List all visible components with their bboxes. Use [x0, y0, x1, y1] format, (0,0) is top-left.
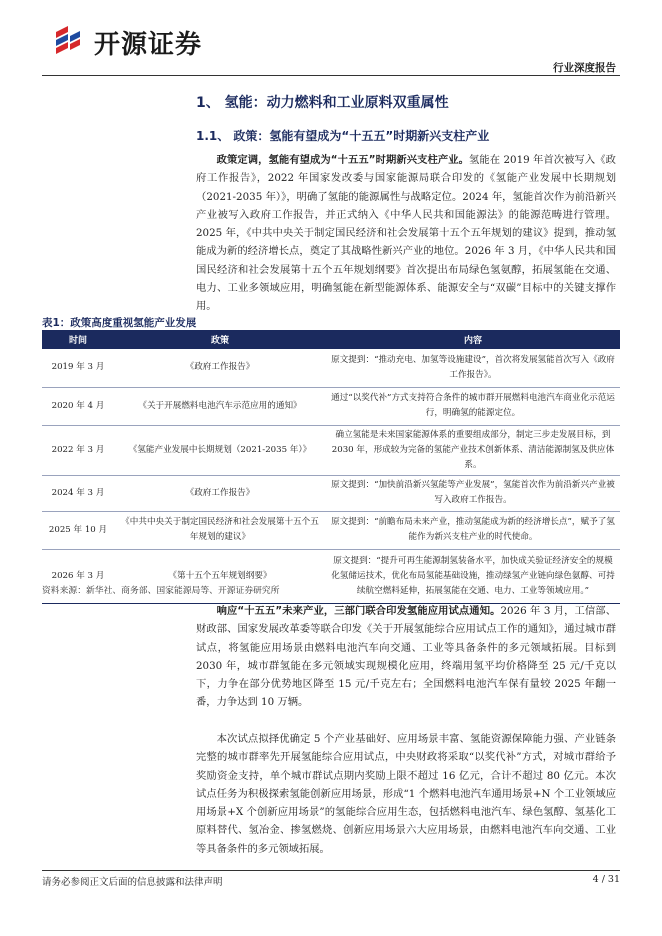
- table-cell-policy: 《关于开展燃料电池汽车示范应用的通知》: [114, 387, 326, 425]
- table-cell-policy: 《中共中央关于制定国民经济和社会发展第十五个五年规划的建议》: [114, 511, 326, 549]
- section-heading: 1、 氢能：动力燃料和工业原料双重属性: [196, 95, 449, 111]
- table-cell-policy: 《氢能产业发展中长期规划（2021-2035 年）》: [114, 425, 326, 475]
- table-cell-policy: 《第十五个五年规划纲要》: [114, 549, 326, 603]
- pilot-paragraph-lead: 响应“十五五”未来产业，三部门联合印发氢能应用试点通知。: [216, 605, 501, 617]
- table-cell-content: 原文提到：“提升可再生能源制氢装备水平，加快成关验证经济安全的规模化氢储运技术，优化布局氢能基础设施，推动绿氢产业链向绿色氨醇、可持续航空燃料延伸，拓展氢能在交通、电力、工业等领域应用。”: [326, 549, 620, 603]
- table-cell-time: 2019 年 3 月: [42, 349, 114, 387]
- logo-mark-icon: [50, 24, 86, 60]
- table-source: 资料来源：新华社、商务部、国家能源局等、开源证券研究所: [42, 586, 280, 596]
- table-row: [42, 349, 620, 387]
- header-divider: [42, 75, 620, 76]
- table-cell-content: 通过“以奖代补”方式支持符合条件的城市群开展燃料电池汽车商业化示范运行，明确氢的能源定位。: [326, 387, 620, 425]
- table-row: [42, 475, 620, 511]
- pilot-paragraph-body: 2026 年 3 月，工信部、财政部、国家发展改革委等联合印发《关于开展氢能综合应用试点工作的通知》，通过城市群试点，将氢能应用场景由燃料电池汽车向交通、工业等具备条件的多元领域拓展。目标到 2030 年，城市群氢能在多元领域实现规模化应用，终端用氢平均价格降至 25 元/千克以下，力争在部分优势地区降至 15 元/千克左右；全国燃料电池汽车保有量较 2025 年翻一番，力争达到 10 万辆。: [196, 605, 616, 709]
- table-title: 表1：政策高度重视氢能产业发展: [42, 317, 197, 329]
- table-header-policy: 政策: [114, 330, 326, 349]
- pilot-detail-paragraph: 本次试点拟择优确定 5 个产业基础好、应用场景丰富、氢能资源保障能力强、产业链条完整的城市群率先开展氢能综合应用试点，中央财政将采取“以奖代补”方式，对城市群给予奖励资金支持，单个城市群试点期内奖励上限不超过 16 亿元，合计不超过 80 亿元。本次试点任务为积极探索氢能创新应用场景，形成“1 个燃料电池汽车通用场景+N 个工业领域应用场景+X 个创新应用场景”的氢能综合应用生态，包括燃料电池汽车、绿色氢醇、氢基化工原料替代、氢冶金、掺氢燃烧、创新应用场景六大应用场景，由燃料电池汽车向交通、工业等具备条件的多元领域拓展。: [196, 733, 616, 855]
- table-header-time: 时间: [42, 330, 114, 349]
- company-logo: [50, 22, 202, 62]
- footer-disclaimer: 请务必参阅正文后面的信息披露和法律声明: [42, 877, 223, 888]
- pilot-paragraph: [196, 602, 616, 712]
- table-header-row: [42, 330, 620, 349]
- footer-divider: [42, 870, 620, 871]
- subsection-heading: 1.1、 政策：氢能有望成为“十五五”时期新兴支柱产业: [196, 129, 490, 143]
- table-cell-time: 2025 年 10 月: [42, 511, 114, 549]
- table-row: [42, 511, 620, 549]
- table-cell-content: 原文提到：“前瞻布局未来产业，推动氢能成为新的经济增长点”，赋予了氢能作为新兴支柱产业的时代使命。: [326, 511, 620, 549]
- table-cell-policy: 《政府工作报告》: [114, 475, 326, 511]
- policy-paragraph-lead: 政策定调，氢能有望成为“十五五”时期新兴支柱产业。: [216, 154, 469, 166]
- logo-text: 开源证券: [94, 29, 203, 60]
- table-cell-content: 原文提到：“加快前沿新兴氢能等产业发展”，氢能首次作为前沿新兴产业被写入政府工作报告。: [326, 475, 620, 511]
- policy-paragraph: [196, 151, 616, 316]
- page-number: 4 / 31: [592, 874, 620, 885]
- table-cell-policy: 《政府工作报告》: [114, 349, 326, 387]
- policy-paragraph-body: 氢能在 2019 年首次被写入《政府工作报告》，2022 年国家发改委与国家能源局联合印发的《氢能产业发展中长期规划（2021-2035 年）》，明确了氢能的能源属性与战略定位。2024 年，氢能首次作为前沿新兴产业被写入政府工作报告，并正式纳入《中华人民共和国能源法》的能源范畴进行管理。2025 年，《中共中央关于制定国民经济和社会发展第十五个五年规划的建议》提到，推动氢能成为新的经济增长点，奠定了其战略性新兴产业的地位。2026 年 3 月，《中华人民共和国国民经济和社会发展第十五个五年规划纲要》首次提出布局绿色氢氨醇，拓展氢能在交通、电力、工业多领域应用，明确氢能在新型能源体系、能源安全与“双碳”目标中的关键支撑作用。: [196, 154, 616, 313]
- table-cell-content: 确立氢能是未来国家能源体系的重要组成部分，制定三步走发展目标，到 2030 年，形成较为完备的氢能产业技术创新体系、清洁能源制氢及供应体系。: [326, 425, 620, 475]
- table-row: [42, 425, 620, 475]
- table-cell-time: 2026 年 3 月: [42, 549, 114, 603]
- policy-table: [42, 330, 620, 604]
- table-cell-time: 2022 年 3 月: [42, 425, 114, 475]
- report-type-label: 行业深度报告: [553, 62, 616, 74]
- table-cell-time: 2024 年 3 月: [42, 475, 114, 511]
- table-cell-content: 原文提到：“推动充电、加氢等设施建设”，首次将发展氢能首次写入《政府工作报告》。: [326, 349, 620, 387]
- table-row: [42, 387, 620, 425]
- table-header-content: 内容: [326, 330, 620, 349]
- table-cell-time: 2020 年 4 月: [42, 387, 114, 425]
